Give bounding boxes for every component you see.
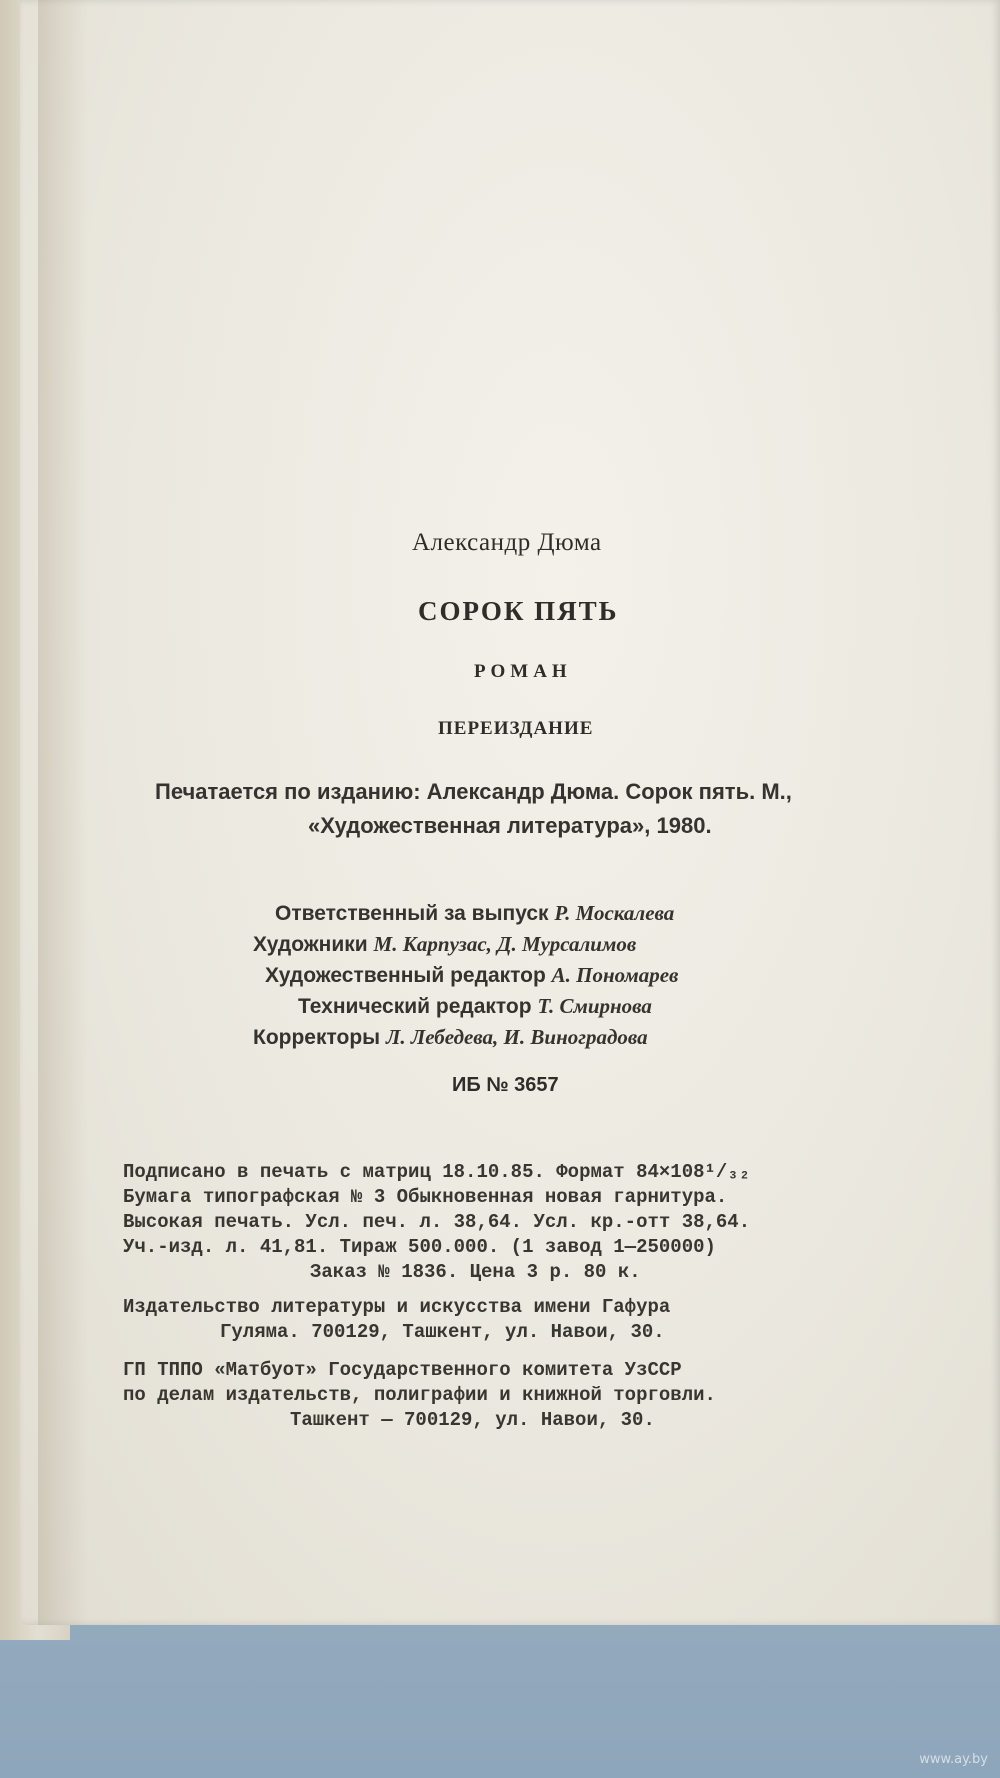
publisher-line: Гуляма. 700129, Ташкент, ул. Навои, 30.	[220, 1321, 665, 1343]
imprint-line: Уч.-изд. л. 41,81. Тираж 500.000. (1 завод 1—250000)	[123, 1236, 716, 1258]
credit-person: А. Пономарев	[551, 963, 679, 987]
publisher-line: Издательство литературы и искусства имени Гафура	[123, 1296, 671, 1318]
credit-line	[298, 996, 652, 1017]
book-title: СОРОК ПЯТЬ	[418, 596, 619, 626]
credit-person: Р. Москалева	[554, 901, 675, 925]
book-genre: РОМАН	[474, 661, 572, 682]
credit-role: Художники	[253, 933, 368, 956]
imprint-line: Бумага типографская № 3 Обыкновенная новая гарнитура.	[123, 1186, 728, 1208]
printer-line: ГП ТППО «Матбуот» Государственного комитета УзССР	[123, 1359, 682, 1381]
credit-person: Л. Лебедева, И. Виноградова	[385, 1025, 648, 1049]
credit-line	[275, 903, 674, 924]
page-shadow	[38, 0, 88, 1625]
printer-line: Ташкент — 700129, ул. Навои, 30.	[290, 1409, 655, 1431]
credit-role: Технический редактор	[298, 995, 532, 1018]
imprint-line: Заказ № 1836. Цена 3 р. 80 к.	[310, 1261, 641, 1283]
site-watermark: www.ay.by	[919, 1752, 988, 1767]
credit-person: Т. Смирнова	[537, 994, 652, 1018]
book-page	[20, 0, 1000, 1625]
source-note-line-2: «Художественная литература», 1980.	[308, 813, 712, 838]
credit-line	[253, 1027, 648, 1048]
credit-role: Корректоры	[253, 1026, 381, 1049]
edition-label: ПЕРЕИЗДАНИЕ	[438, 718, 594, 739]
ib-number: ИБ № 3657	[452, 1074, 559, 1096]
credit-role: Ответственный за выпуск	[275, 902, 549, 925]
credit-line	[265, 965, 678, 986]
imprint-line: Подписано в печать с матриц 18.10.85. Формат 84×108¹/₃₂	[123, 1161, 751, 1183]
printer-line: по делам издательств, полиграфии и книжной торговли.	[123, 1384, 716, 1406]
credit-line	[253, 934, 636, 955]
author-name: Александр Дюма	[412, 529, 602, 556]
source-note-line-1: Печатается по изданию: Александр Дюма. Сорок пять. М.,	[155, 779, 792, 804]
credit-person: М. Карпузас, Д. Мурсалимов	[373, 932, 637, 956]
imprint-line: Высокая печать. Усл. печ. л. 38,64. Усл. кр.-отт 38,64.	[123, 1211, 751, 1233]
credit-role: Художественный редактор	[265, 964, 546, 987]
